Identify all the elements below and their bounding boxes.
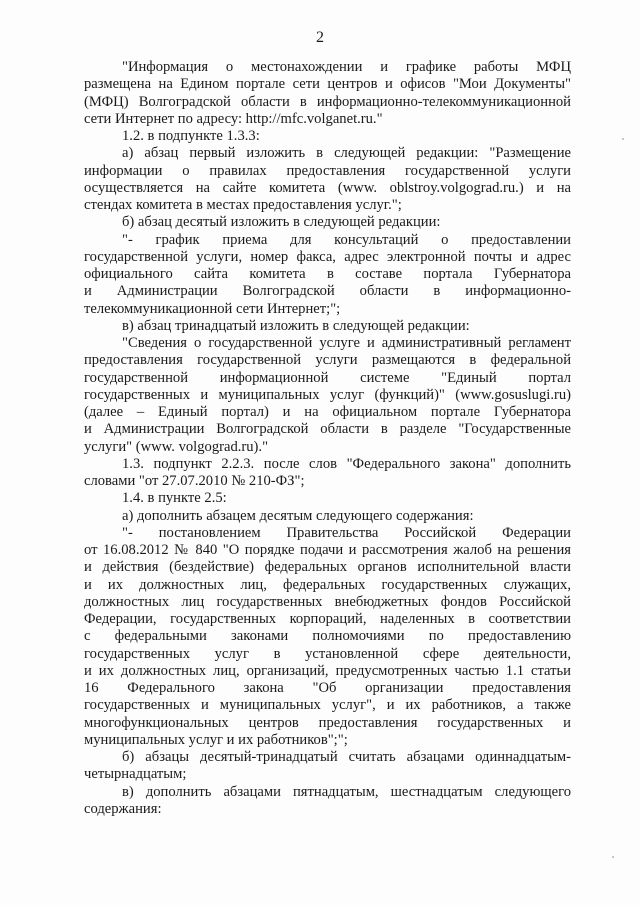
text-line: и Администрации Волгоградской области в информационно- (84, 283, 571, 300)
text-line: (МФЦ) Волгоградской области в информационно-телекоммуникационной (84, 93, 571, 110)
text-line: многофункциональных центров предоставления государственных и (84, 714, 571, 731)
text-line: от 16.08.2012 № 840 "О порядке подачи и рассмотрения жалоб на решения (84, 542, 571, 558)
scan-speck (622, 138, 624, 140)
text-line: осуществляется на сайте комитета (www. oblstroy.volgograd.ru.) и на (84, 179, 571, 196)
text-line: информации о правилах предоставления государственной услуги (84, 162, 571, 179)
text-line: а) абзац первый изложить в следующей редакции: "Размещение (122, 145, 571, 162)
text-line: муниципальных услуг и их работников";"; (84, 731, 348, 748)
text-line: четырнадцатым; (84, 766, 187, 783)
text-line: государственной информационной системе "Единый портал (84, 369, 571, 386)
text-line: стендах комитета в местах предоставления услуг."; (84, 197, 402, 213)
document-body (84, 59, 571, 818)
text-line: "- постановлением Правительства Российской Федерации (122, 524, 571, 541)
text-line: в) абзац тринадцатый изложить в следующей редакции: (122, 317, 470, 334)
page-number: 2 (316, 29, 324, 46)
text-line: в) дополнить абзацами пятнадцатым, шестнадцатым следующего (122, 783, 571, 800)
text-line: с федеральными законами полномочиями по предоставлению (84, 628, 571, 645)
text-line: а) дополнить абзацем десятым следующего содержания: (122, 507, 474, 524)
text-line: содержания: (84, 800, 162, 817)
text-line: государственных услуг в установленной сфере деятельности, (84, 645, 571, 662)
text-line: и их должностных лиц, федеральных государственных служащих, (84, 576, 571, 593)
text-line: официального сайта комитета в составе портала Губернатора (84, 266, 571, 282)
text-line: словами "от 27.07.2010 № 210-ФЗ"; (84, 473, 305, 489)
text-line: и Администрации Волгоградской области в разделе "Государственные (84, 421, 571, 438)
text-line: государственной услуги, номер факса, адрес электронной почты и адрес (84, 248, 571, 265)
text-line: и действия (бездействие) федеральных органов исполнительной власти (84, 559, 571, 576)
text-line: 1.4. в пункте 2.5: (122, 490, 227, 507)
text-line: "- график приема для консультаций о предоставлении (122, 231, 571, 248)
text-line: 1.2. в подпункте 1.3.3: (122, 128, 260, 144)
text-line: б) абзац десятый изложить в следующей редакции: (122, 214, 441, 231)
text-line: сети Интернет по адресу: http://mfc.volganet.ru." (84, 110, 383, 127)
text-line: б) абзацы десятый-тринадцатый считать абзацами одиннадцатым- (122, 749, 571, 765)
text-line: "Сведения о государственной услуге и административный регламент (122, 335, 571, 351)
text-line: размещена на Едином портале сети центров и офисов "Мои Документы" (84, 76, 571, 93)
text-line: 1.3. подпункт 2.2.3. после слов "Федерального закона" дополнить (122, 455, 571, 472)
text-line: телекоммуникационной сети Интернет;"; (84, 300, 341, 317)
text-line: (далее – Единый портал) и на официальном портале Губернатора (84, 404, 571, 420)
text-line: Федерации, государственных корпораций, наделенных в соответствии (84, 611, 571, 627)
text-line: "Информация о местонахождении и графике работы МФЦ (122, 59, 571, 75)
text-line: государственных и муниципальных услуг", и их работников, а также (84, 697, 571, 714)
text-line: предоставления государственной услуги размещаются в федеральной (84, 352, 571, 369)
text-line: и их должностных лиц, организаций, предусмотренных частью 1.1 статьи (84, 662, 571, 679)
text-line: государственных и муниципальных услуг (функций)" (www.gosuslugi.ru) (84, 386, 571, 403)
text-line: должностных лиц государственных внебюджетных фондов Российской (84, 593, 571, 610)
text-line: 16 Федерального закона "Об организации предоставления (84, 680, 571, 696)
text-line: услуги" (www. volgograd.ru)." (84, 438, 269, 455)
scan-speck (612, 856, 614, 858)
